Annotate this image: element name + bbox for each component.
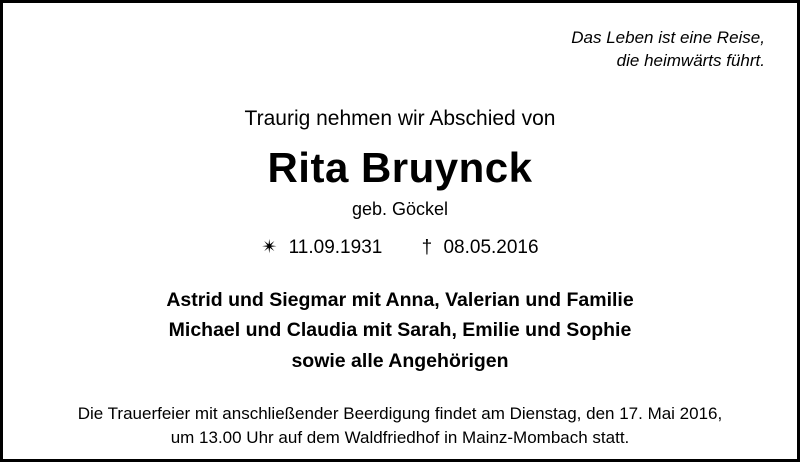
ceremony-line-2: um 13.00 Uhr auf dem Waldfriedhof in Mainz-Mombach statt. [170,428,630,448]
star-icon: ✴ [261,237,278,259]
death-date: 08.05.2016 [443,237,539,259]
epitaph-line-2: die heimwärts führt. [616,50,765,70]
life-dates [29,236,771,259]
death-group [422,237,539,258]
birth-group [261,237,387,258]
birth-date: 11.09.1931 [288,237,383,259]
epitaph [29,27,765,73]
intro-text: Traurig nehmen wir Abschied von [244,106,556,130]
maiden-name: geb. Göckel [351,199,449,220]
deceased-name: Rita Bruynck [267,143,533,191]
epitaph-line-1: Das Leben ist eine Reise, [571,28,765,47]
mourners-list [29,285,771,376]
cross-icon: † [421,237,433,259]
mourners-line-3: sowie alle Angehörigen [291,349,509,372]
mourners-line-1: Astrid und Siegmar mit Anna, Valerian und Familie [166,289,634,312]
ceremony-details [29,402,771,451]
ceremony-line-1: Die Trauerfeier mit anschließender Beerdigung findet am Dienstag, den 17. Mai 2016, [77,403,723,423]
mourners-line-2: Michael und Claudia mit Sarah, Emilie und Sophie [168,319,632,342]
